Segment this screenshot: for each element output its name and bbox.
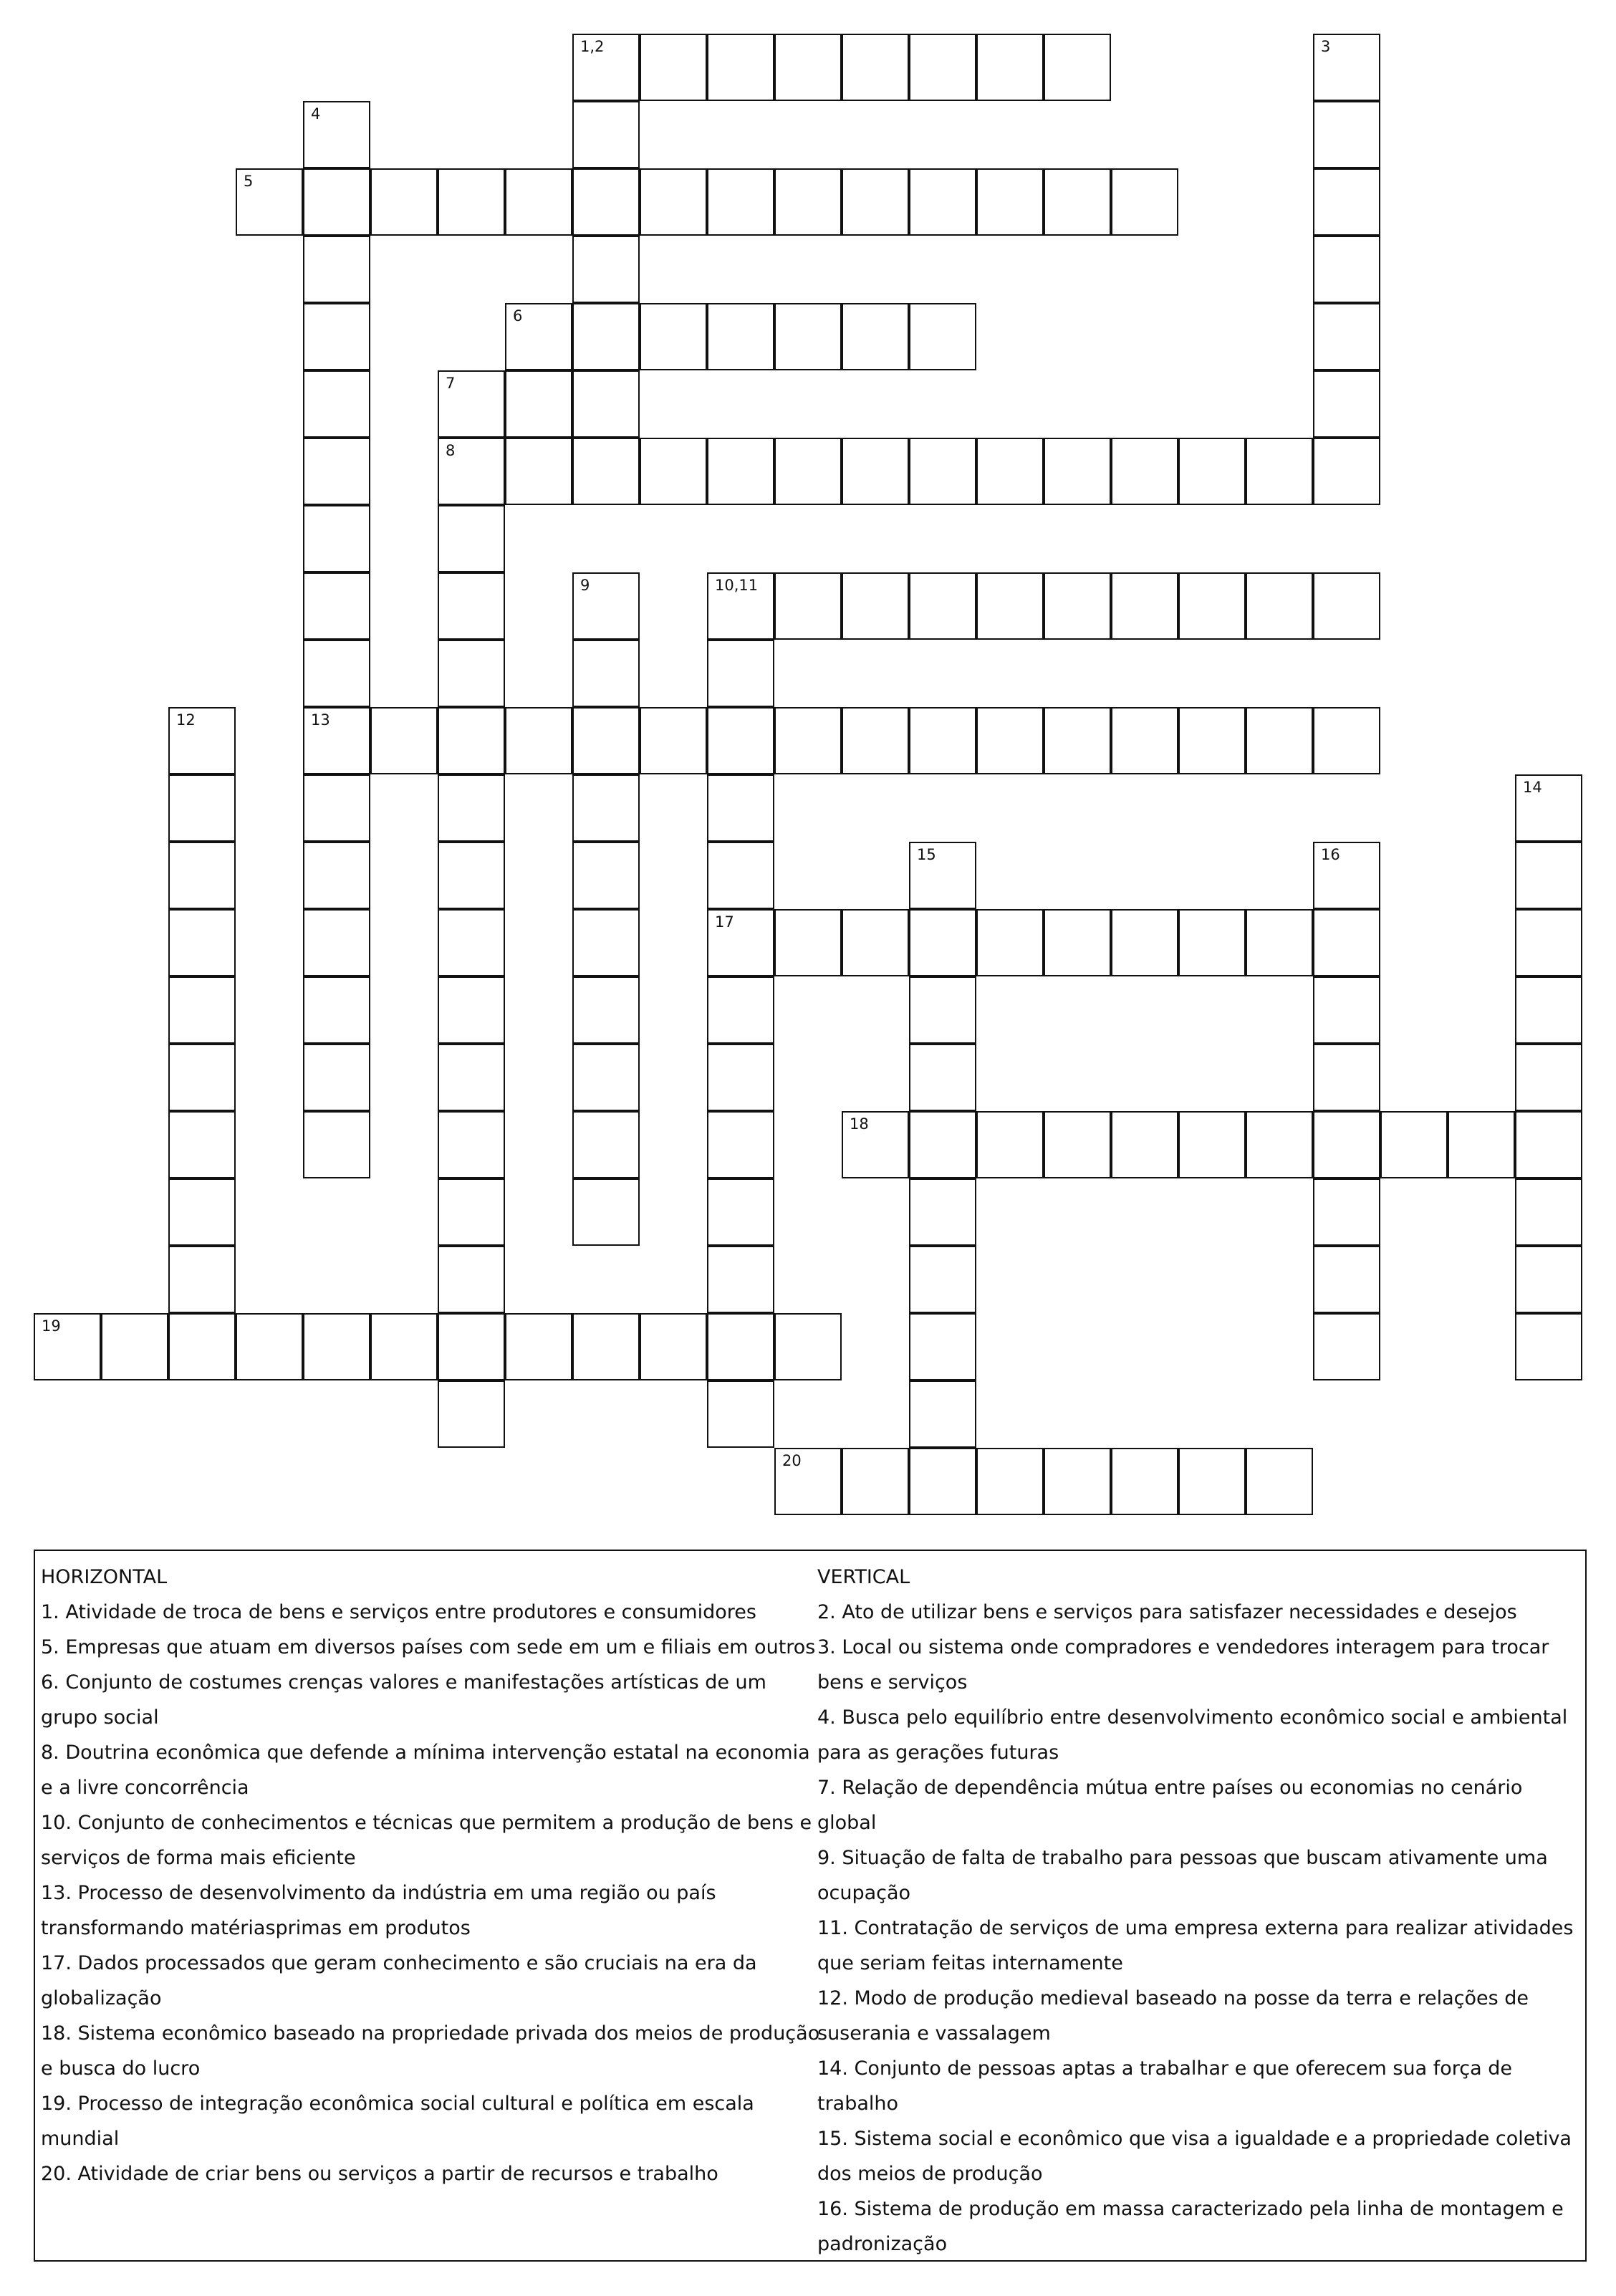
grid-cell[interactable]	[572, 707, 640, 774]
grid-cell[interactable]	[1111, 572, 1178, 640]
clue-h-8: 8. Doutrina econômica que defende a mínima intervenção estatal na economia e a livre concorrência	[41, 1742, 810, 1799]
grid-cell[interactable]	[1313, 34, 1380, 101]
grid-cell[interactable]	[1313, 1044, 1380, 1111]
grid-cell[interactable]	[842, 572, 909, 640]
grid-cell[interactable]	[370, 168, 438, 236]
grid-cell[interactable]	[640, 34, 707, 101]
grid-cell[interactable]	[842, 168, 909, 236]
grid-cell[interactable]	[1178, 707, 1246, 774]
grid-cell[interactable]	[774, 34, 842, 101]
grid-cell[interactable]	[236, 1313, 303, 1380]
grid-cell[interactable]	[438, 1044, 505, 1111]
vertical-title: VERTICAL	[817, 1566, 910, 1588]
grid-cell[interactable]	[976, 34, 1044, 101]
clue-h-19: 19. Processo de integração econômica social cultural e política em escala mundial	[41, 2093, 754, 2150]
grid-cell[interactable]	[505, 370, 572, 438]
grid-cell[interactable]	[1515, 1246, 1582, 1313]
grid-cell[interactable]	[1515, 774, 1582, 842]
grid-cell[interactable]	[572, 168, 640, 236]
grid-cell[interactable]	[842, 438, 909, 505]
grid-cell[interactable]	[1246, 707, 1313, 774]
grid-cell[interactable]	[1044, 438, 1111, 505]
grid-cell[interactable]	[1111, 168, 1178, 236]
grid-cell[interactable]	[909, 34, 976, 101]
grid-cell[interactable]	[909, 1380, 976, 1448]
grid-cell[interactable]	[707, 1246, 774, 1313]
grid-cell[interactable]	[303, 1111, 370, 1178]
grid-cell[interactable]	[438, 505, 505, 572]
grid-cell[interactable]	[370, 1313, 438, 1380]
clue-number: 8	[446, 442, 456, 459]
grid-cell[interactable]	[1246, 1111, 1313, 1178]
grid-cell[interactable]	[1313, 1246, 1380, 1313]
grid-cell[interactable]	[572, 572, 640, 640]
grid-cell[interactable]	[572, 1178, 640, 1246]
grid-cell[interactable]	[842, 303, 909, 370]
grid-cell[interactable]	[909, 438, 976, 505]
grid-cell[interactable]	[1313, 1178, 1380, 1246]
clue-h-13: 13. Processo de desenvolvimento da indústria em uma região ou país transformando matériasprimas em produtos	[41, 1882, 716, 1939]
grid-cell[interactable]	[1515, 1313, 1582, 1380]
clue-v-11: 11. Contratação de serviços de uma empresa externa para realizar atividades que seriam feitas internamente	[817, 1917, 1574, 1974]
grid-cell[interactable]	[303, 909, 370, 976]
grid-cell[interactable]	[1515, 976, 1582, 1044]
grid-cell[interactable]	[774, 303, 842, 370]
grid-cell[interactable]	[707, 842, 774, 909]
grid-cell[interactable]	[572, 1044, 640, 1111]
grid-cell[interactable]	[572, 909, 640, 976]
grid-cell[interactable]	[707, 168, 774, 236]
grid-cell[interactable]	[707, 640, 774, 707]
grid-cell[interactable]	[774, 572, 842, 640]
grid-cell[interactable]	[572, 236, 640, 303]
grid-cell[interactable]	[168, 976, 236, 1044]
clue-number: 3	[1321, 38, 1331, 55]
clue-h-18: 18. Sistema econômico baseado na propriedade privada dos meios de produção e busca do lucro	[41, 2022, 820, 2080]
grid-cell[interactable]	[168, 1044, 236, 1111]
grid-cell[interactable]	[438, 168, 505, 236]
grid-cell[interactable]	[1313, 370, 1380, 438]
grid-cell[interactable]	[303, 168, 370, 236]
clue-number: 10,11	[715, 577, 759, 594]
grid-cell[interactable]	[168, 1111, 236, 1178]
grid-cell[interactable]	[640, 707, 707, 774]
grid-cell[interactable]	[976, 438, 1044, 505]
grid-cell[interactable]	[976, 572, 1044, 640]
grid-cell[interactable]	[438, 1380, 505, 1448]
grid-cell[interactable]	[909, 1313, 976, 1380]
clue-number: 18	[850, 1115, 869, 1133]
grid-cell[interactable]	[640, 1313, 707, 1380]
grid-cell[interactable]	[505, 303, 572, 370]
clue-number: 17	[715, 913, 734, 931]
grid-cell[interactable]	[1313, 976, 1380, 1044]
grid-cell[interactable]	[707, 303, 774, 370]
clue-number: 7	[446, 375, 456, 392]
grid-cell[interactable]	[1178, 1448, 1246, 1515]
grid-cell[interactable]	[1178, 1111, 1246, 1178]
grid-cell[interactable]	[909, 303, 976, 370]
clue-v-9: 9. Situação de falta de trabalho para pessoas que buscam ativamente uma ocupação	[817, 1847, 1548, 1904]
grid-cell[interactable]	[303, 1313, 370, 1380]
grid-cell[interactable]	[976, 1111, 1044, 1178]
grid-cell[interactable]	[438, 842, 505, 909]
grid-cell[interactable]	[707, 1313, 774, 1380]
grid-cell[interactable]	[505, 1313, 572, 1380]
grid-cell[interactable]	[572, 1313, 640, 1380]
grid-cell[interactable]	[842, 707, 909, 774]
grid-cell[interactable]	[1178, 438, 1246, 505]
clue-number: 9	[580, 577, 590, 594]
grid-cell[interactable]	[572, 1111, 640, 1178]
grid-cell[interactable]	[909, 1044, 976, 1111]
grid-cell[interactable]	[774, 438, 842, 505]
grid-cell[interactable]	[438, 640, 505, 707]
grid-cell[interactable]	[1313, 842, 1380, 909]
grid-cell[interactable]	[168, 774, 236, 842]
clue-h-1: 1. Atividade de troca de bens e serviços entre produtores e consumidores	[41, 1601, 756, 1623]
clue-h-6: 6. Conjunto de costumes crenças valores e manifestações artísticas de um grupo social	[41, 1671, 766, 1729]
grid-cell[interactable]	[1246, 909, 1313, 976]
grid-cell[interactable]	[842, 1111, 909, 1178]
clue-number: 13	[311, 711, 330, 729]
grid-cell[interactable]	[572, 774, 640, 842]
grid-cell[interactable]	[707, 1380, 774, 1448]
grid-cell[interactable]	[909, 572, 976, 640]
clue-h-17: 17. Dados processados que geram conhecimento e são cruciais na era da globalização	[41, 1952, 757, 2009]
grid-cell[interactable]	[774, 1313, 842, 1380]
clue-v-15: 15. Sistema social e econômico que visa a igualdade e a propriedade coletiva dos meios de produção	[817, 2128, 1572, 2185]
clue-h-20: 20. Atividade de criar bens ou serviços a partir de recursos e trabalho	[41, 2163, 718, 2185]
grid-cell[interactable]	[1044, 707, 1111, 774]
grid-cell[interactable]	[572, 303, 640, 370]
clue-v-3: 3. Local ou sistema onde compradores e vendedores interagem para trocar bens e serviços	[817, 1636, 1549, 1694]
grid-cell[interactable]	[707, 774, 774, 842]
grid-cell[interactable]	[1111, 438, 1178, 505]
grid-cell[interactable]	[842, 34, 909, 101]
grid-cell[interactable]	[1515, 1111, 1582, 1178]
grid-cell[interactable]	[303, 842, 370, 909]
grid-cell[interactable]	[438, 1111, 505, 1178]
grid-cell[interactable]	[101, 1313, 168, 1380]
grid-cell[interactable]	[976, 909, 1044, 976]
grid-cell[interactable]	[438, 1246, 505, 1313]
clue-h-5: 5. Empresas que atuam em diversos países com sede em um e filiais em outros	[41, 1636, 816, 1658]
grid-cell[interactable]	[1044, 572, 1111, 640]
grid-cell[interactable]	[1515, 1044, 1582, 1111]
grid-cell[interactable]	[1044, 34, 1111, 101]
grid-cell[interactable]	[1044, 1448, 1111, 1515]
grid-cell[interactable]	[707, 438, 774, 505]
clue-v-16: 16. Sistema de produção em massa caracterizado pela linha de montagem e padronização	[817, 2198, 1564, 2255]
grid-cell[interactable]	[707, 572, 774, 640]
grid-cell[interactable]	[438, 774, 505, 842]
grid-cell[interactable]	[976, 1448, 1044, 1515]
grid-cell[interactable]	[1448, 1111, 1515, 1178]
grid-cell[interactable]	[640, 168, 707, 236]
grid-cell[interactable]	[1246, 1448, 1313, 1515]
grid-cell[interactable]	[438, 707, 505, 774]
grid-cell[interactable]	[303, 505, 370, 572]
grid-cell[interactable]	[236, 168, 303, 236]
grid-cell[interactable]	[303, 1044, 370, 1111]
grid-cell[interactable]	[909, 1178, 976, 1246]
clue-v-2: 2. Ato de utilizar bens e serviços para satisfazer necessidades e desejos	[817, 1601, 1517, 1623]
grid-cell[interactable]	[909, 1246, 976, 1313]
grid-cell[interactable]	[572, 438, 640, 505]
grid-cell[interactable]	[774, 1448, 842, 1515]
grid-cell[interactable]	[572, 842, 640, 909]
grid-cell[interactable]	[505, 168, 572, 236]
grid-cell[interactable]	[976, 707, 1044, 774]
grid-cell[interactable]	[1246, 438, 1313, 505]
grid-cell[interactable]	[438, 572, 505, 640]
grid-cell[interactable]	[572, 976, 640, 1044]
grid-cell[interactable]	[438, 909, 505, 976]
grid-cell[interactable]	[505, 707, 572, 774]
grid-cell[interactable]	[1111, 1111, 1178, 1178]
grid-cell[interactable]	[774, 909, 842, 976]
grid-cell[interactable]	[707, 1111, 774, 1178]
grid-cell[interactable]	[1515, 909, 1582, 976]
grid-cell[interactable]	[370, 707, 438, 774]
clue-number: 20	[782, 1452, 802, 1469]
grid-cell[interactable]	[1515, 1178, 1582, 1246]
clue-number: 12	[176, 711, 196, 729]
grid-cell[interactable]	[1380, 1111, 1448, 1178]
clue-v-4: 4. Busca pelo equilíbrio entre desenvolvimento econômico social e ambiental para as gerações futuras	[817, 1706, 1568, 1764]
grid-cell[interactable]	[168, 1178, 236, 1246]
grid-cell[interactable]	[303, 640, 370, 707]
grid-cell[interactable]	[707, 1178, 774, 1246]
grid-cell[interactable]	[1178, 909, 1246, 976]
vertical-clues	[817, 1560, 1584, 2262]
grid-cell[interactable]	[1313, 236, 1380, 303]
clue-number: 16	[1321, 846, 1340, 863]
grid-cell[interactable]	[303, 572, 370, 640]
grid-cell[interactable]	[303, 707, 370, 774]
grid-cell[interactable]	[1178, 572, 1246, 640]
grid-cell[interactable]	[438, 370, 505, 438]
clue-number: 4	[311, 105, 321, 123]
clue-number: 5	[244, 173, 254, 190]
clue-v-7: 7. Relação de dependência mútua entre países ou economias no cenário global	[817, 1777, 1523, 1834]
grid-cell[interactable]	[1111, 707, 1178, 774]
grid-cell[interactable]	[1111, 1448, 1178, 1515]
grid-cell[interactable]	[303, 101, 370, 168]
grid-cell[interactable]	[34, 1313, 101, 1380]
grid-cell[interactable]	[640, 303, 707, 370]
grid-cell[interactable]	[303, 438, 370, 505]
clue-number: 15	[917, 846, 936, 863]
grid-cell[interactable]	[909, 909, 976, 976]
clue-number: 14	[1523, 779, 1542, 796]
grid-cell[interactable]	[1044, 909, 1111, 976]
clues-box	[34, 1550, 1587, 2262]
grid-cell[interactable]	[1044, 1111, 1111, 1178]
grid-cell[interactable]	[707, 707, 774, 774]
grid-cell[interactable]	[1044, 168, 1111, 236]
grid-cell[interactable]	[1313, 101, 1380, 168]
grid-cell[interactable]	[1313, 438, 1380, 505]
grid-cell[interactable]	[1246, 572, 1313, 640]
clue-number: 6	[513, 307, 523, 325]
grid-cell[interactable]	[168, 1313, 236, 1380]
clue-h-10: 10. Conjunto de conhecimentos e técnicas que permitem a produção de bens e serviços de forma mais eficiente	[41, 1812, 812, 1869]
grid-cell[interactable]	[303, 303, 370, 370]
horizontal-clues	[41, 1560, 822, 2191]
grid-cell[interactable]	[438, 438, 505, 505]
grid-cell[interactable]	[438, 976, 505, 1044]
grid-cell[interactable]	[909, 1111, 976, 1178]
grid-cell[interactable]	[572, 101, 640, 168]
grid-cell[interactable]	[909, 1448, 976, 1515]
grid-cell[interactable]	[1313, 909, 1380, 976]
grid-cell[interactable]	[505, 438, 572, 505]
grid-cell[interactable]	[1313, 303, 1380, 370]
grid-cell[interactable]	[168, 707, 236, 774]
grid-cell[interactable]	[168, 909, 236, 976]
grid-cell[interactable]	[438, 1313, 505, 1380]
grid-cell[interactable]	[909, 842, 976, 909]
clue-number: 19	[42, 1317, 61, 1335]
grid-cell[interactable]	[1313, 572, 1380, 640]
grid-cell[interactable]	[303, 370, 370, 438]
clue-number: 1,2	[580, 38, 605, 55]
grid-cell[interactable]	[1111, 909, 1178, 976]
grid-cell[interactable]	[1313, 707, 1380, 774]
grid-cell[interactable]	[842, 909, 909, 976]
grid-cell[interactable]	[707, 34, 774, 101]
grid-cell[interactable]	[1313, 168, 1380, 236]
grid-cell[interactable]	[909, 976, 976, 1044]
grid-cell[interactable]	[438, 1178, 505, 1246]
grid-cell[interactable]	[909, 168, 976, 236]
grid-cell[interactable]	[707, 976, 774, 1044]
grid-cell[interactable]	[572, 370, 640, 438]
grid-cell[interactable]	[707, 909, 774, 976]
grid-cell[interactable]	[1515, 842, 1582, 909]
grid-cell[interactable]	[640, 438, 707, 505]
horizontal-title: HORIZONTAL	[41, 1566, 168, 1588]
grid-cell[interactable]	[303, 976, 370, 1044]
grid-cell[interactable]	[976, 168, 1044, 236]
grid-cell[interactable]	[909, 707, 976, 774]
grid-cell[interactable]	[774, 707, 842, 774]
grid-cell[interactable]	[303, 774, 370, 842]
grid-cell[interactable]	[842, 1448, 909, 1515]
grid-cell[interactable]	[168, 1246, 236, 1313]
grid-cell[interactable]	[303, 236, 370, 303]
grid-cell[interactable]	[774, 168, 842, 236]
grid-cell[interactable]	[707, 1044, 774, 1111]
grid-cell[interactable]	[168, 842, 236, 909]
grid-cell[interactable]	[1313, 1313, 1380, 1380]
grid-cell[interactable]	[572, 34, 640, 101]
grid-cell[interactable]	[572, 640, 640, 707]
grid-cell[interactable]	[1313, 1111, 1380, 1178]
clue-v-14: 14. Conjunto de pessoas aptas a trabalhar e que oferecem sua força de trabalho	[817, 2057, 1512, 2115]
clue-v-12: 12. Modo de produção medieval baseado na posse da terra e relações de suserania e vassalagem	[817, 1987, 1529, 2045]
